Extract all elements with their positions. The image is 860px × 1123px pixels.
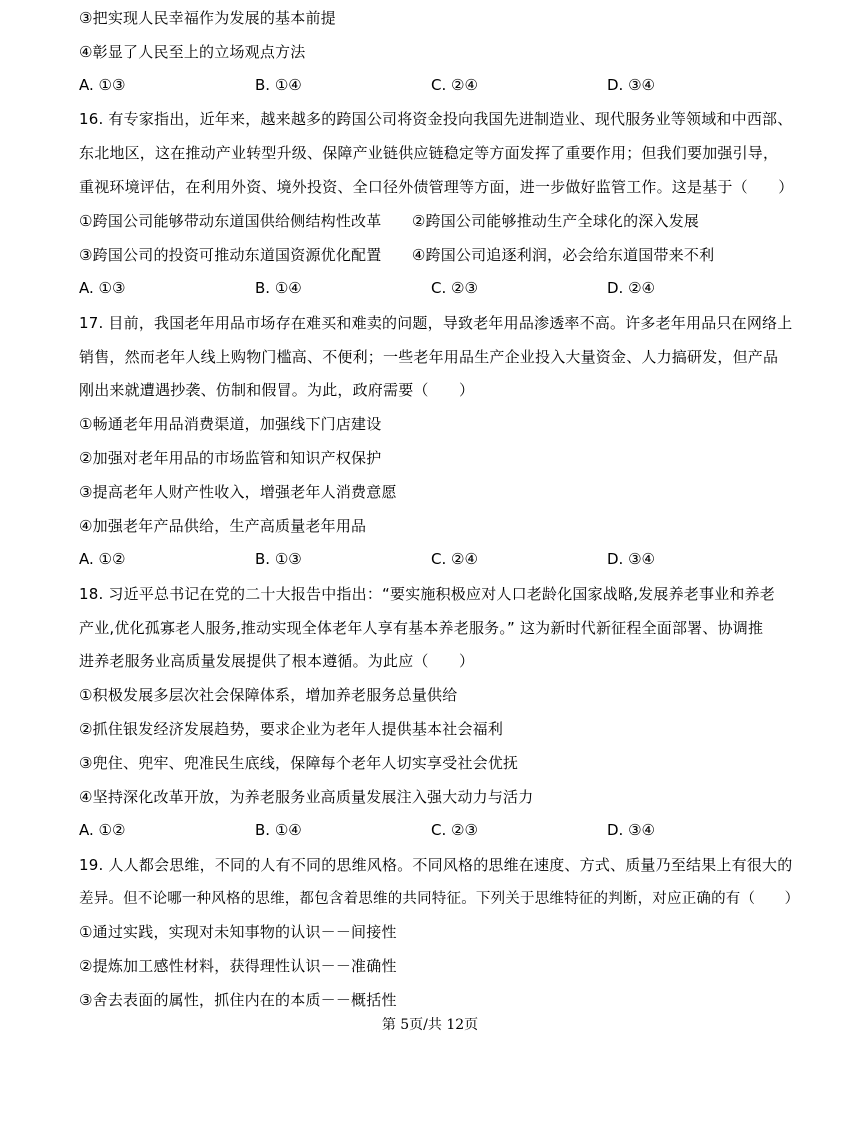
statement-3: ③兜住、兜牢、兜准民生底线，保障每个老年人切实享受社会优抚 — [79, 754, 519, 772]
question-19-text: 19. 人人都会思维，不同的人有不同的思维风格。不同风格的思维在速度、方式、质量乃至结果上有很大的 — [79, 856, 793, 874]
option-a: A. ①② — [79, 550, 126, 568]
statement-2: ②抓住银发经济发展趋势，要求企业为老年人提供基本社会福利 — [79, 720, 504, 738]
answer-options-q16 — [79, 276, 799, 300]
statement-3: ③把实现人民幸福作为发展的基本前提 — [79, 9, 336, 27]
question-16-text: 重视环境评估，在利用外资、境外投资、全口径外债管理等方面，进一步做好监管工作。这是基于（ ） — [79, 178, 794, 196]
option-b: B. ①③ — [255, 550, 302, 568]
statement-1: ①畅通老年用品消费渠道，加强线下门店建设 — [79, 415, 382, 433]
question-18-text: 进养老服务业高质量发展提供了根本遵循。为此应（ ） — [79, 652, 475, 670]
option-b: B. ①④ — [255, 76, 302, 94]
question-17-text: 刚出来就遭遇抄袭、仿制和假冒。为此，政府需要（ ） — [79, 381, 475, 399]
statement-4: ④彰显了人民至上的立场观点方法 — [79, 43, 306, 61]
statement-3: ③舍去表面的属性，抓住内在的本质－－概括性 — [79, 991, 397, 1009]
option-d: D. ③④ — [607, 76, 655, 94]
answer-options-q17 — [79, 547, 799, 571]
option-a: A. ①③ — [79, 76, 126, 94]
question-18-text: 产业,优化孤寡老人服务,推动实现全体老年人享有基本养老服务。” 这为新时代新征程全面部署、协调推 — [79, 619, 764, 637]
answer-options-q15 — [79, 73, 799, 97]
question-19-text: 差异。但不论哪一种风格的思维，都包含着思维的共同特征。下列关于思维特征的判断，对应正确的有（ ） — [79, 891, 800, 907]
question-16-text: 16. 有专家指出，近年来，越来越多的跨国公司将资金投向我国先进制造业、现代服务业等领域和中西部、 — [79, 110, 793, 128]
statement-4: ④加强老年产品供给，生产高质量老年用品 — [79, 517, 367, 535]
statement-1: ①通过实践，实现对未知事物的认识－－间接性 — [79, 923, 397, 941]
option-c: C. ②③ — [431, 279, 478, 297]
statement-2: ②加强对老年用品的市场监管和知识产权保护 — [79, 449, 382, 467]
statement-2: ②提炼加工感性材料，获得理性认识－－准确性 — [79, 957, 397, 975]
question-17-text: 17. 目前，我国老年用品市场存在难买和难卖的问题，导致老年用品渗透率不高。许多老年用品只在网络上 — [79, 314, 793, 332]
option-b: B. ①④ — [255, 821, 302, 839]
option-d: D. ②④ — [607, 279, 655, 297]
option-d: D. ③④ — [607, 821, 655, 839]
statement-4: ④坚持深化改革开放，为养老服务业高质量发展注入强大动力与活力 — [79, 788, 534, 806]
option-c: C. ②④ — [431, 550, 478, 568]
option-a: A. ①③ — [79, 279, 126, 297]
statement-line: ①跨国公司能够带动东道国供给侧结构性改革 ②跨国公司能够推动生产全球化的深入发展 — [79, 212, 700, 230]
option-b: B. ①④ — [255, 279, 302, 297]
page-number-footer: 第 5页/共 12页 — [381, 1017, 479, 1033]
option-a: A. ①② — [79, 821, 126, 839]
statement-3: ③提高老年人财产性收入，增强老年人消费意愿 — [79, 483, 397, 501]
option-d: D. ③④ — [607, 550, 655, 568]
question-16-text: 东北地区，这在推动产业转型升级、保障产业链供应链稳定等方面发挥了重要作用；但我们要加强引导， — [79, 144, 779, 162]
option-c: C. ②④ — [431, 76, 478, 94]
statement-1: ①积极发展多层次社会保障体系，增加养老服务总量供给 — [79, 686, 458, 704]
answer-options-q18 — [79, 818, 799, 842]
question-17-text: 销售，然而老年人线上购物门槛高、不便利；一些老年用品生产企业投入大量资金、人力搞研发，但产品 — [79, 348, 779, 366]
statement-line: ③跨国公司的投资可推动东道国资源优化配置 ④跨国公司追逐利润，必会给东道国带来不利 — [79, 246, 715, 264]
question-18-text: 18. 习近平总书记在党的二十大报告中指出：“要实施积极应对人口老龄化国家战略,发展养老事业和养老 — [79, 585, 775, 603]
option-c: C. ②③ — [431, 821, 478, 839]
